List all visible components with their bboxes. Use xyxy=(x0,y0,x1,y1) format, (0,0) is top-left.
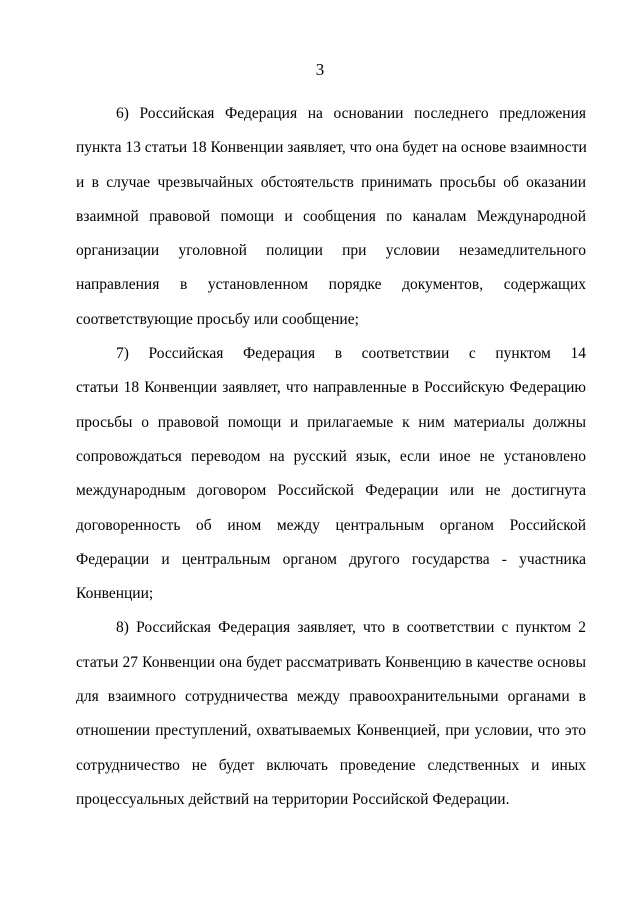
text-line: соответствующие просьбу или сообщение; xyxy=(76,310,359,328)
text-line: взаимной правовой помощи и сообщения по каналам Международной xyxy=(76,207,586,225)
text-line: Федерации и центральным органом другого государства - участника xyxy=(76,550,586,568)
text-line: сотрудничество не будет включать проведение следственных и иных xyxy=(76,756,586,774)
text-line: Конвенции; xyxy=(76,585,154,603)
paragraph-7 xyxy=(76,343,586,617)
paragraph-6 xyxy=(76,103,586,343)
paragraph-8 xyxy=(76,617,586,823)
text-line: организации уголовной полиции при условии незамедлительного xyxy=(76,242,586,260)
text-line: статьи 27 Конвенции она будет рассматривать Конвенцию в качестве основы xyxy=(76,653,586,671)
text-line: 6) Российская Федерация на основании последнего предложения xyxy=(116,105,586,122)
text-line: просьбы о правовой помощи и прилагаемые к ним материалы должны xyxy=(76,413,586,431)
text-line: процессуальных действий на территории Российской Федерации. xyxy=(76,790,510,808)
text-line: отношении преступлений, охватываемых Конвенцией, при условии, что это xyxy=(76,722,586,740)
text-line: сопровождаться переводом на русский язык, если иное не установлено xyxy=(76,447,586,465)
text-line: международным договором Российской Федерации или не достигнута xyxy=(76,482,586,500)
text-line: для взаимного сотрудничества между правоохранительными органами в xyxy=(76,688,586,706)
text-line: статьи 18 Конвенции заявляет, что направленные в Российскую Федерацию xyxy=(76,379,586,397)
text-line: направления в установленном порядке документов, содержащих xyxy=(76,276,586,294)
text-line: 8) Российская Федерация заявляет, что в соответствии с пунктом 2 xyxy=(116,619,586,637)
text-line: и в случае чрезвычайных обстоятельств принимать просьбы об оказании xyxy=(76,173,586,191)
document-body xyxy=(76,103,586,823)
page-number: 3 xyxy=(315,60,325,79)
text-line: пункта 13 статьи 18 Конвенции заявляет, что она будет на основе взаимности xyxy=(76,139,587,157)
text-line: 7) Российская Федерация в соответствии с пунктом 14 xyxy=(116,345,586,363)
text-line: договоренность об ином между центральным органом Российской xyxy=(76,516,586,534)
